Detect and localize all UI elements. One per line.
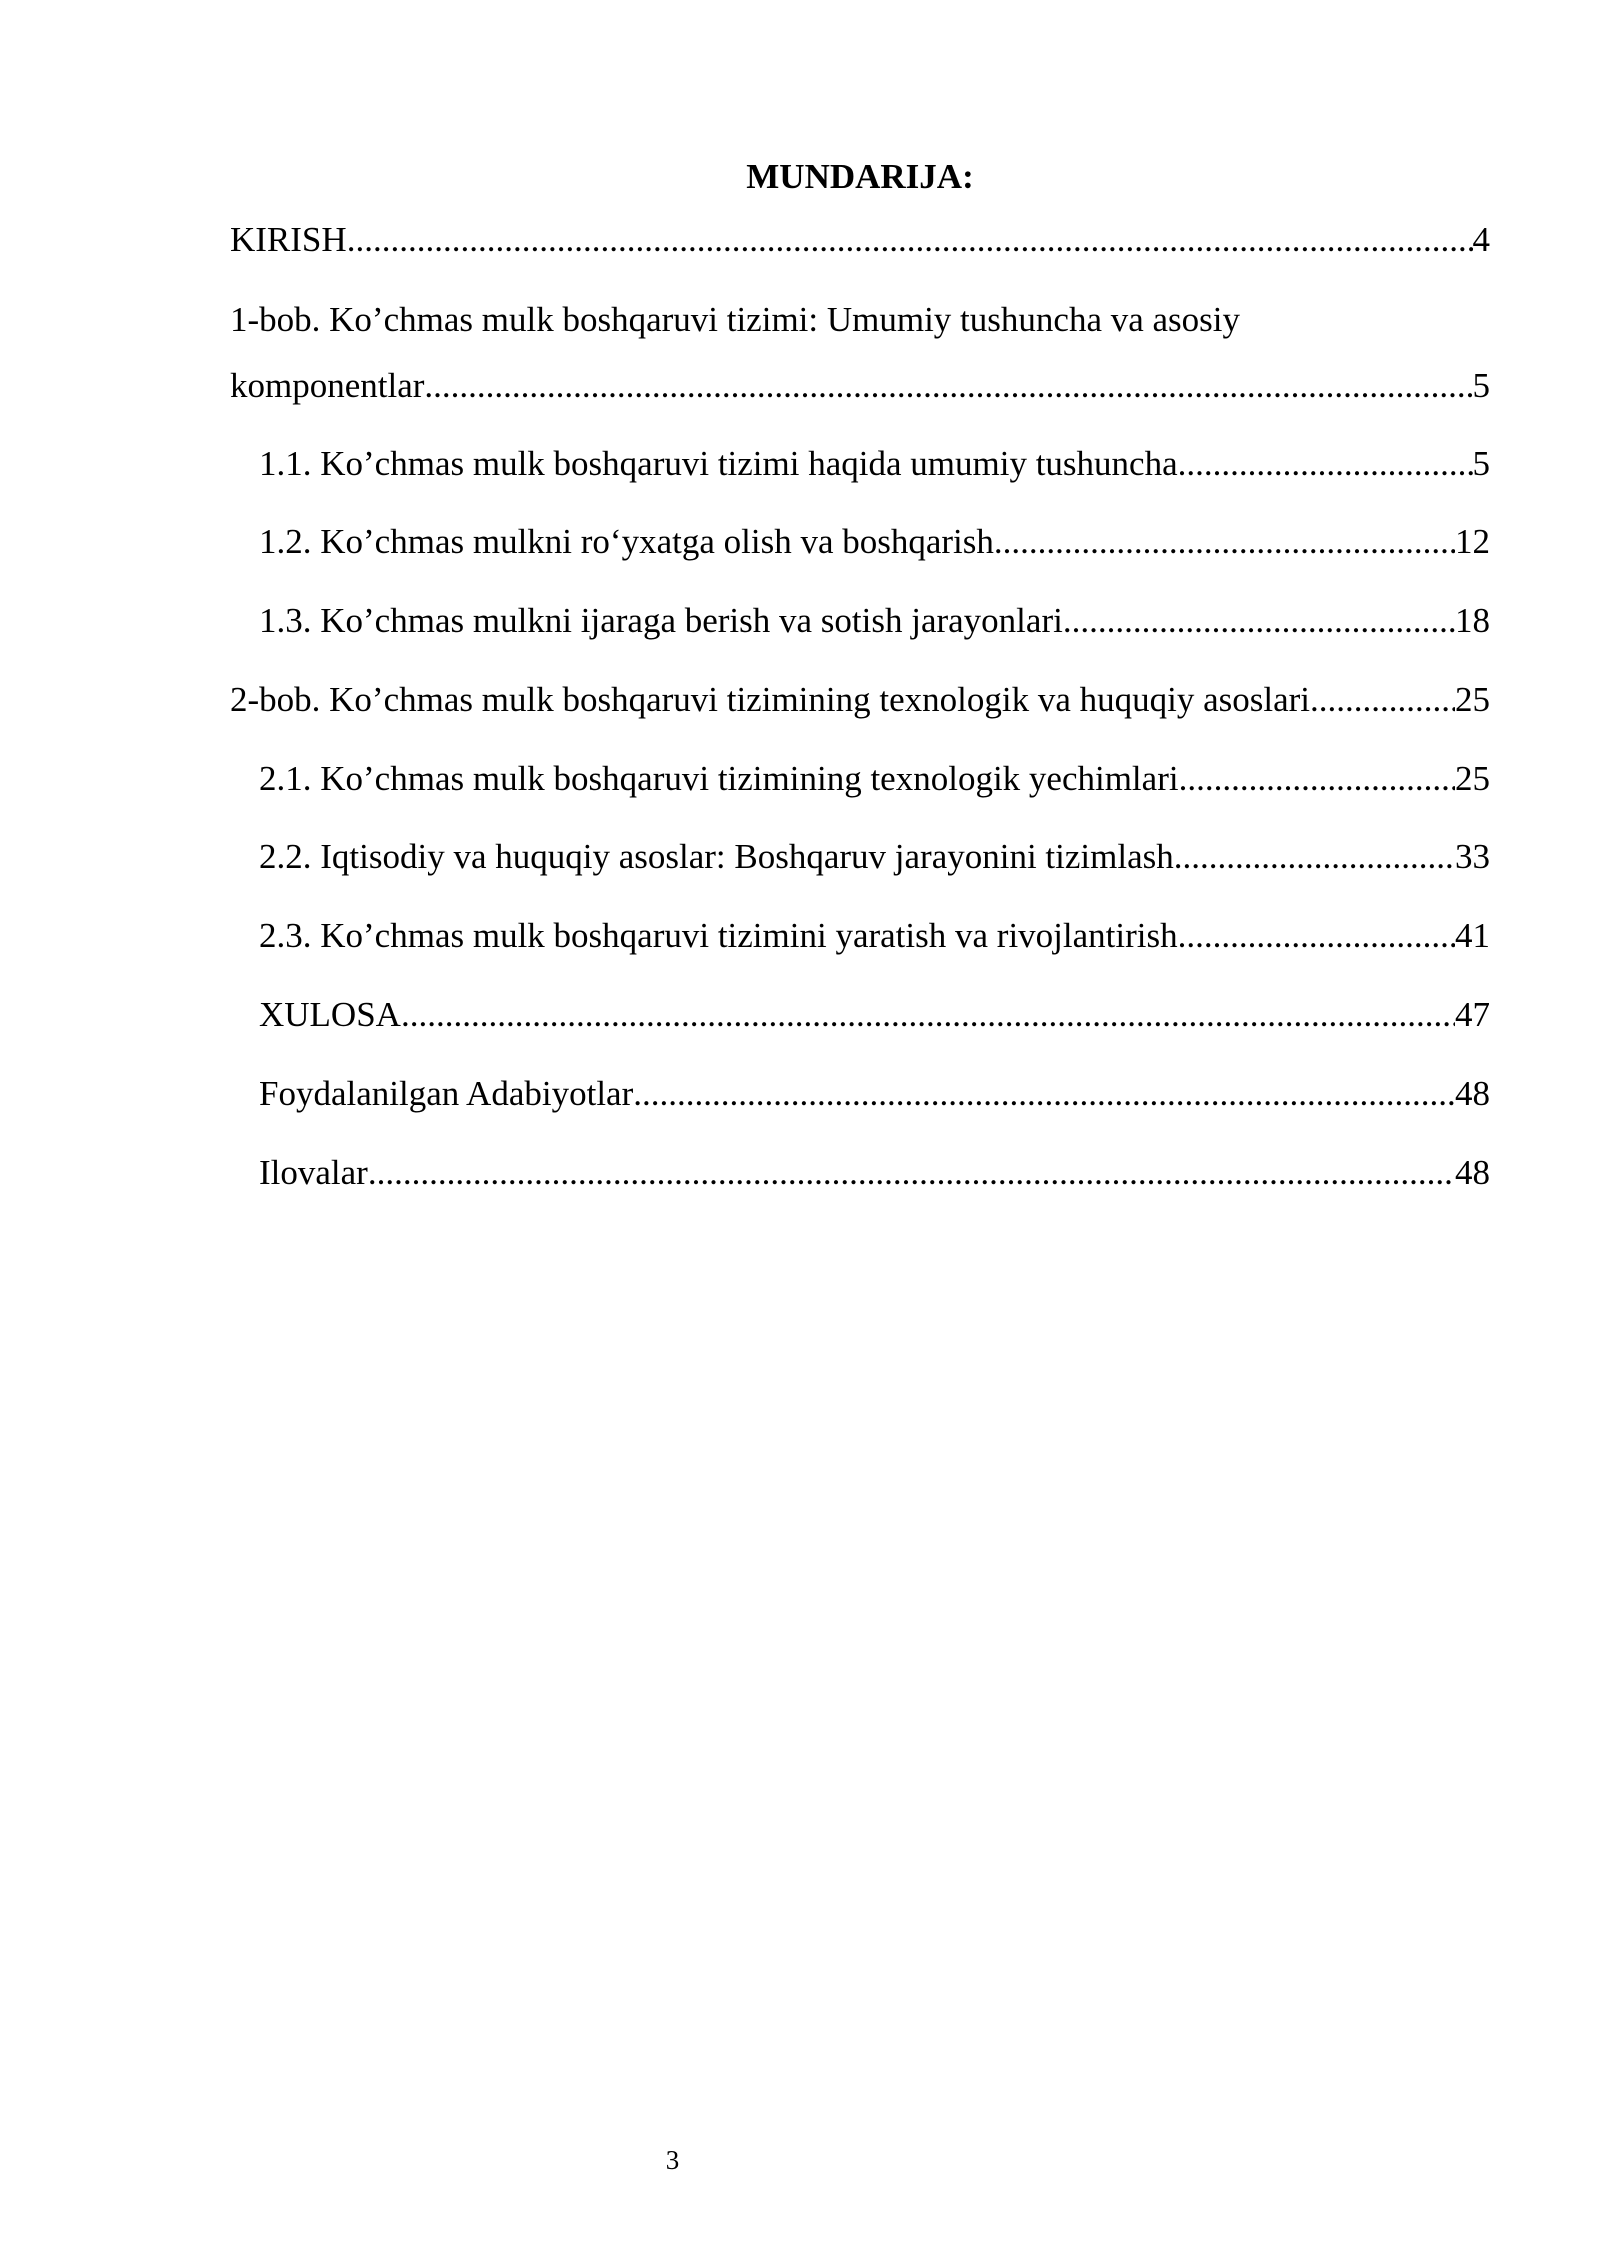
toc-entry-title-line1: 1-bob. Ko’chmas mulk boshqaruvi tizimi: Umumiy tushuncha va asosiy xyxy=(230,300,1241,339)
toc-leader-dots xyxy=(1310,673,1455,727)
toc-leader-dots xyxy=(1174,830,1455,884)
toc-entry-title: 1.3. Ko’chmas mulkni ijaraga berish va sotish jarayonlari xyxy=(259,601,1063,640)
toc-entry-title: 2.2. Iqtisodiy va huquqiy asoslar: Boshqaruv jarayonini tizimlash xyxy=(259,837,1174,876)
toc-entry-section-1-1 xyxy=(259,437,1490,491)
toc-leader-dots xyxy=(368,1146,1455,1200)
toc-entry-chapter-2 xyxy=(230,673,1490,727)
toc-entry-title-line2: komponentlar xyxy=(230,366,425,405)
toc-entry-title: Foydalanilgan Adabiyotlar xyxy=(259,1074,634,1113)
toc-entry-title: KIRISH xyxy=(230,220,347,259)
toc-heading: MUNDARIJA: xyxy=(746,157,974,196)
toc-entry-page: 5 xyxy=(1472,444,1490,483)
toc-leader-dots xyxy=(401,988,1455,1042)
toc-entry-page: 18 xyxy=(1455,601,1490,640)
toc-leader-dots xyxy=(633,1067,1455,1121)
toc-leader-dots xyxy=(1063,594,1455,648)
toc-leader-dots xyxy=(347,213,1473,267)
toc-leader-dots xyxy=(1178,437,1473,491)
toc-entry-kirish xyxy=(230,213,1490,267)
toc-entry-xulosa xyxy=(259,988,1490,1042)
toc-leader-dots xyxy=(1178,909,1455,963)
toc-entry-page: 4 xyxy=(1472,220,1490,259)
toc-entry-page: 33 xyxy=(1455,837,1490,876)
toc-entry-section-2-2 xyxy=(259,830,1490,884)
toc-entry-page: 48 xyxy=(1455,1074,1490,1113)
toc-leader-dots xyxy=(994,515,1455,569)
toc-entry-page: 47 xyxy=(1455,995,1490,1034)
toc-entry-title: XULOSA xyxy=(259,995,401,1034)
toc-entry-title: 1.1. Ko’chmas mulk boshqaruvi tizimi haqida umumiy tushuncha xyxy=(259,444,1178,483)
toc-entry-section-1-3 xyxy=(259,594,1490,648)
toc-entry-line2 xyxy=(230,359,1490,413)
toc-leader-dots xyxy=(1179,752,1455,806)
toc-entry-section-1-2 xyxy=(259,515,1490,569)
toc-entry-page: 12 xyxy=(1455,522,1490,561)
toc-entry-page: 5 xyxy=(1472,366,1490,405)
toc-entry-appendices xyxy=(259,1146,1490,1200)
toc-leader-dots xyxy=(424,359,1472,413)
toc-entry-chapter-1 xyxy=(230,293,1490,413)
toc-entry-page: 41 xyxy=(1455,916,1490,955)
toc-entry-title: 2-bob. Ko’chmas mulk boshqaruvi tizimining texnologik va huquqiy asoslari xyxy=(230,680,1310,719)
toc-entry-title: 2.3. Ko’chmas mulk boshqaruvi tizimini yaratish va rivojlantirish xyxy=(259,916,1178,955)
toc-entry-page: 25 xyxy=(1455,680,1490,719)
toc-entry-references xyxy=(259,1067,1490,1121)
page-number: 3 xyxy=(665,2145,680,2175)
toc-entry-title: 1.2. Ko’chmas mulkni ro‘yxatga olish va boshqarish xyxy=(259,522,994,561)
toc-entry-section-2-1 xyxy=(259,752,1490,806)
toc-entry-page: 48 xyxy=(1455,1153,1490,1192)
toc-entry-title: 2.1. Ko’chmas mulk boshqaruvi tizimining texnologik yechimlari xyxy=(259,759,1179,798)
toc-entry-page: 25 xyxy=(1455,759,1490,798)
toc-entry-section-2-3 xyxy=(259,909,1490,963)
toc-entry-title: Ilovalar xyxy=(259,1153,368,1192)
